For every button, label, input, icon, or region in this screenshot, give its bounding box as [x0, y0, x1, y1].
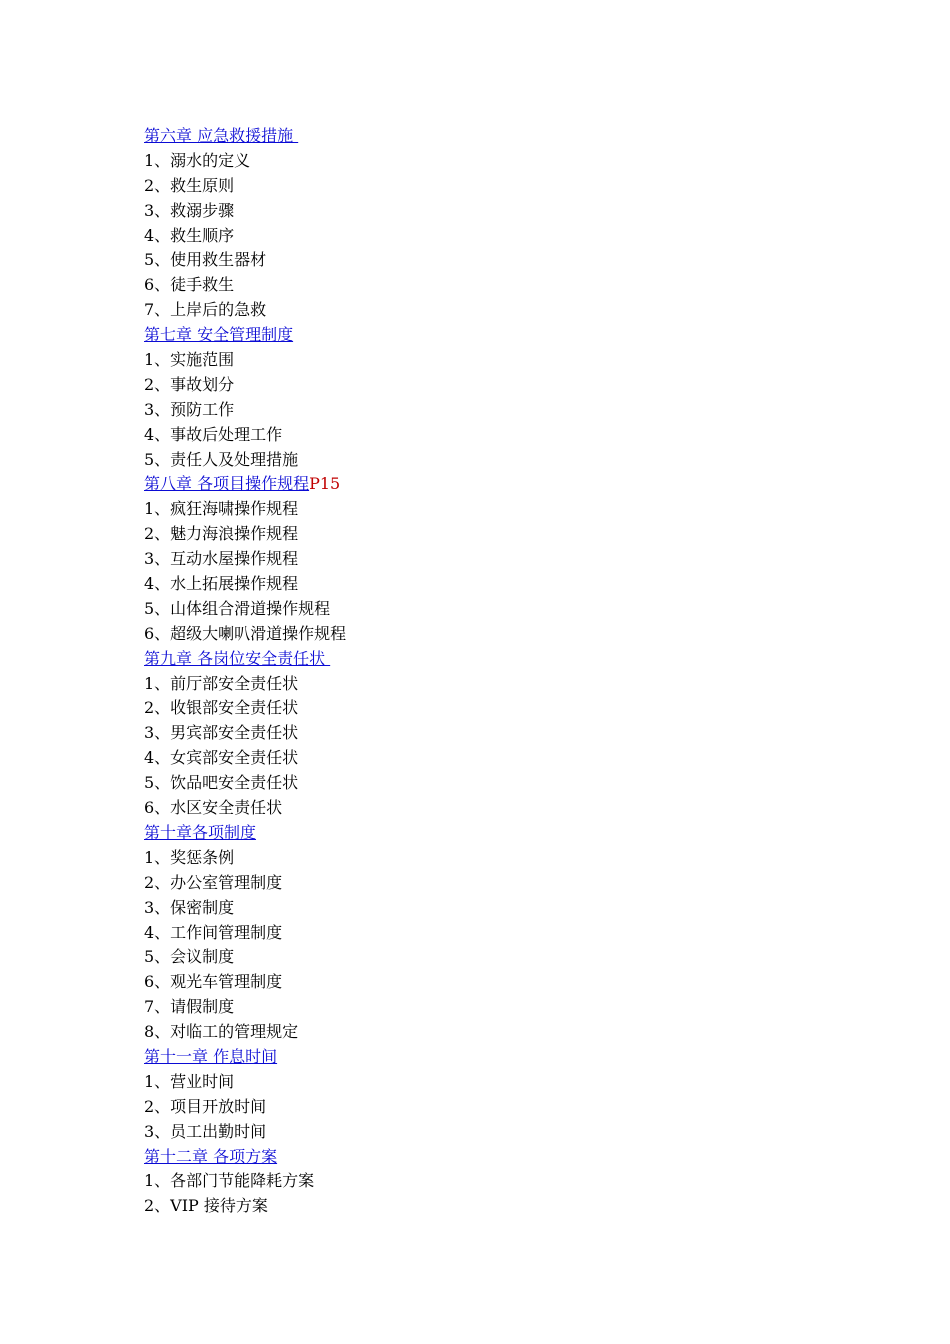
- toc-item: 3、员工出勤时间: [144, 1121, 267, 1141]
- toc-item: 2、事故划分: [144, 374, 235, 394]
- toc-item: 1、实施范围: [144, 350, 235, 370]
- chapter-link[interactable]: 第十章各项制度: [144, 822, 257, 842]
- toc-item: 1、各部门节能降耗方案: [144, 1171, 315, 1191]
- toc-item: 6、观光车管理制度: [144, 972, 283, 992]
- toc-item: 5、山体组合滑道操作规程: [144, 598, 331, 618]
- toc-item: 3、互动水屋操作规程: [144, 549, 299, 569]
- chapter-link[interactable]: 第十二章 各项方案: [144, 1146, 278, 1166]
- toc-item: 5、饮品吧安全责任状: [144, 773, 299, 793]
- toc-item: 1、溺水的定义: [144, 150, 251, 170]
- toc-item: 2、办公室管理制度: [144, 872, 283, 892]
- chapter-heading: [144, 1045, 864, 1070]
- chapter-link[interactable]: 第七章 安全管理制度: [144, 325, 294, 345]
- toc-item: 2、魅力海浪操作规程: [144, 524, 299, 544]
- toc-item: 5、会议制度: [144, 947, 235, 967]
- toc-item: 4、救生顺序: [144, 225, 235, 245]
- chapter-heading: [144, 323, 864, 348]
- toc-item: 4、女宾部安全责任状: [144, 748, 299, 768]
- toc-item: 2、项目开放时间: [144, 1096, 267, 1116]
- toc-item: 6、徒手救生: [144, 275, 235, 295]
- chapter-link[interactable]: 第十一章 作息时间: [144, 1046, 278, 1066]
- chapter-heading: [144, 472, 864, 497]
- toc-item: 5、责任人及处理措施: [144, 449, 299, 469]
- page-reference: P15: [309, 474, 341, 494]
- toc-item: 4、工作间管理制度: [144, 922, 283, 942]
- chapter-heading: [144, 124, 864, 149]
- chapter-heading: [144, 821, 864, 846]
- toc-item: 6、超级大喇叭滑道操作规程: [144, 623, 347, 643]
- chapter-link[interactable]: 第六章 应急救援措施: [144, 126, 299, 145]
- chapter-link[interactable]: 第八章 各项目操作规程: [144, 474, 310, 494]
- toc-item: 4、水上拓展操作规程: [144, 574, 299, 594]
- toc-item: 5、使用救生器材: [144, 250, 267, 270]
- toc-item: 1、前厅部安全责任状: [144, 673, 299, 693]
- table-of-contents: [144, 124, 864, 1219]
- toc-item: 3、男宾部安全责任状: [144, 723, 299, 743]
- toc-item: 2、救生原则: [144, 175, 235, 195]
- toc-item: 3、救溺步骤: [144, 200, 235, 220]
- chapter-heading: [144, 1145, 864, 1170]
- toc-item: 3、保密制度: [144, 897, 235, 917]
- toc-item: 7、请假制度: [144, 997, 235, 1017]
- toc-item: 1、营业时间: [144, 1071, 235, 1091]
- toc-item: 1、奖惩条例: [144, 847, 235, 867]
- toc-item: 7、上岸后的急救: [144, 300, 267, 320]
- toc-item: 8、对临工的管理规定: [144, 1022, 299, 1042]
- toc-item: 3、预防工作: [144, 399, 235, 419]
- toc-item: 2、VIP 接待方案: [144, 1196, 268, 1216]
- toc-item: 6、水区安全责任状: [144, 798, 283, 818]
- chapter-link[interactable]: 第九章 各岗位安全责任状: [144, 648, 331, 668]
- toc-item: 2、收银部安全责任状: [144, 698, 299, 718]
- toc-item: 4、事故后处理工作: [144, 424, 283, 444]
- toc-item: 1、疯狂海啸操作规程: [144, 499, 299, 519]
- chapter-heading: [144, 647, 864, 672]
